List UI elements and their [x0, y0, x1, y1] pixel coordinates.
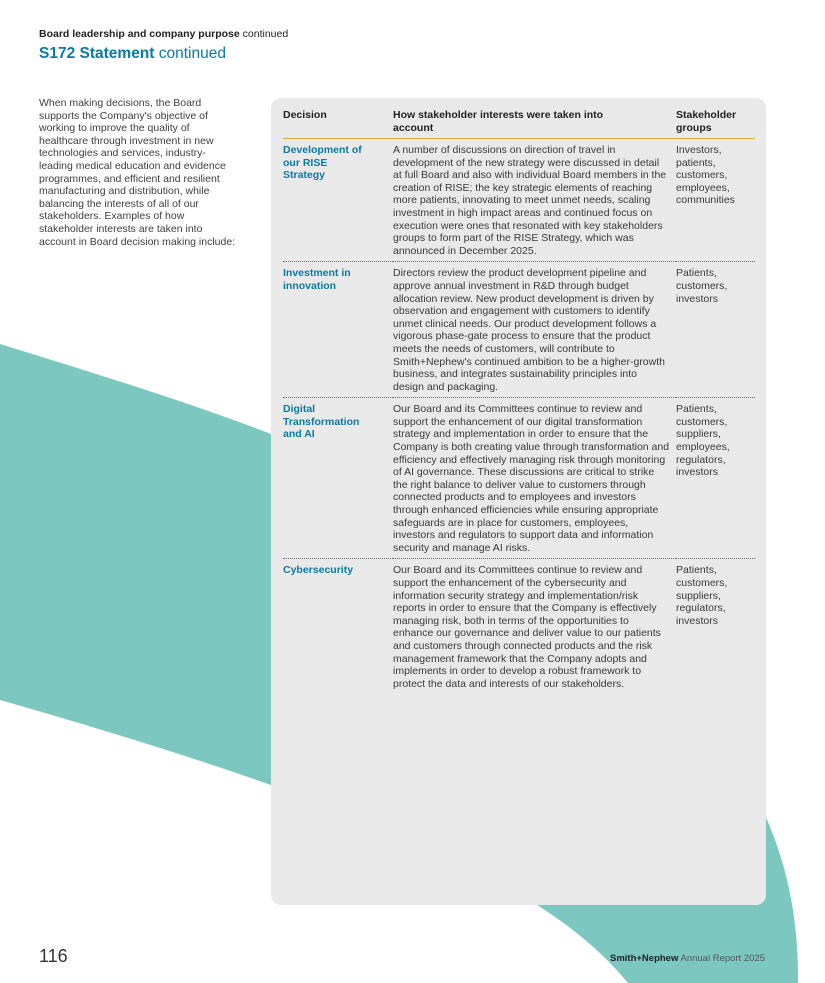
groups-cell: Patients, customers, suppliers, regulators, investors [676, 559, 755, 694]
stakeholder-decisions-table [283, 107, 755, 694]
page-number: 116 [39, 946, 68, 966]
decision-cell: Investment in innovation [283, 262, 393, 398]
how-cell: Directors review the product development pipeline and approve annual investment in R&D through budget allocation review. New product development is driven by observation and engagement with customers to identify unmet clinical needs. Our product development follows a vigorous phase-gate process to ensure that the product meets the needs of customers, will contribute to Smith+Nephew's continued ambition to be a higher-growth business, and integrates sustainability principles into design and packaging. [393, 262, 676, 398]
page-title: S172 Statement continued [39, 45, 226, 62]
table-row [283, 559, 755, 694]
table-header-row [283, 107, 755, 139]
report-footer: Smith+Nephew Annual Report 2025 [610, 953, 765, 964]
section-heading: Board leadership and company purpose continued [39, 28, 289, 40]
intro-paragraph: When making decisions, the Board supports the Company's objective of working to improve the quality of healthcare through investment in new technologies and services, industry-leading medical education and evidence programmes, and efficient and resilient manufacturing and distribution, while balancing the interests of all of our stakeholders. Examples of how stakeholder interests are taken into account in Board decision making include: [39, 97, 236, 248]
stakeholder-decisions-panel [271, 98, 766, 905]
decision-cell: Cybersecurity [283, 559, 393, 694]
how-cell: A number of discussions on direction of travel in development of the new strategy were discussed in detail at full Board and also with individual Board members in the creation of RISE; the key strategic elements of reaching more patients, innovating to meet unmet needs, scaling investment in high impact areas and continued focus on execution were ones that resonated with key stakeholders groups to form part of the RISE Strategy, which was announced in December 2025. [393, 144, 667, 257]
page-header [39, 28, 288, 63]
table-row [283, 139, 755, 262]
groups-cell: Patients, customers, suppliers, employees, regulators, investors [676, 398, 755, 559]
table-row [283, 262, 755, 398]
decision-cell: Digital Transformation and AI [283, 398, 393, 559]
header-groups: Stakeholder groups [676, 107, 755, 139]
header-how: How stakeholder interests were taken into account [393, 107, 676, 139]
table-row [283, 398, 755, 559]
decision-cell: Development of our RISE Strategy [283, 144, 362, 182]
groups-cell: Patients, customers, investors [676, 262, 755, 398]
how-cell: Our Board and its Committees continue to review and support the enhancement of the cybersecurity and information security strategy and implementation/risk reports in order to ensure that the Company is effectively managing risk, both in terms of the opportunities to enhance our governance and deliver value to our patients and customers through connected products and the risk management framework that the Company adopts and implements in order to develop a robust framework to protect the data and interests of our stakeholders. [393, 559, 676, 694]
groups-cell: Investors, patients, customers, employees, communities [676, 144, 735, 207]
header-decision: Decision [283, 107, 393, 139]
how-cell: Our Board and its Committees continue to review and support the enhancement of our digital transformation strategy and implementation in order to ensure that the Company is both creating value through transformation and efficiency and effectively managing risk through monitoring of AI governance. These discussions are critical to strike the right balance to deliver value to customers through connected products and to employees and investors through enhanced efficiencies while ensuring appropriate safeguards are in place for customers, employees, investors and regulators to support data and information security and manage AI risks. [393, 398, 676, 559]
